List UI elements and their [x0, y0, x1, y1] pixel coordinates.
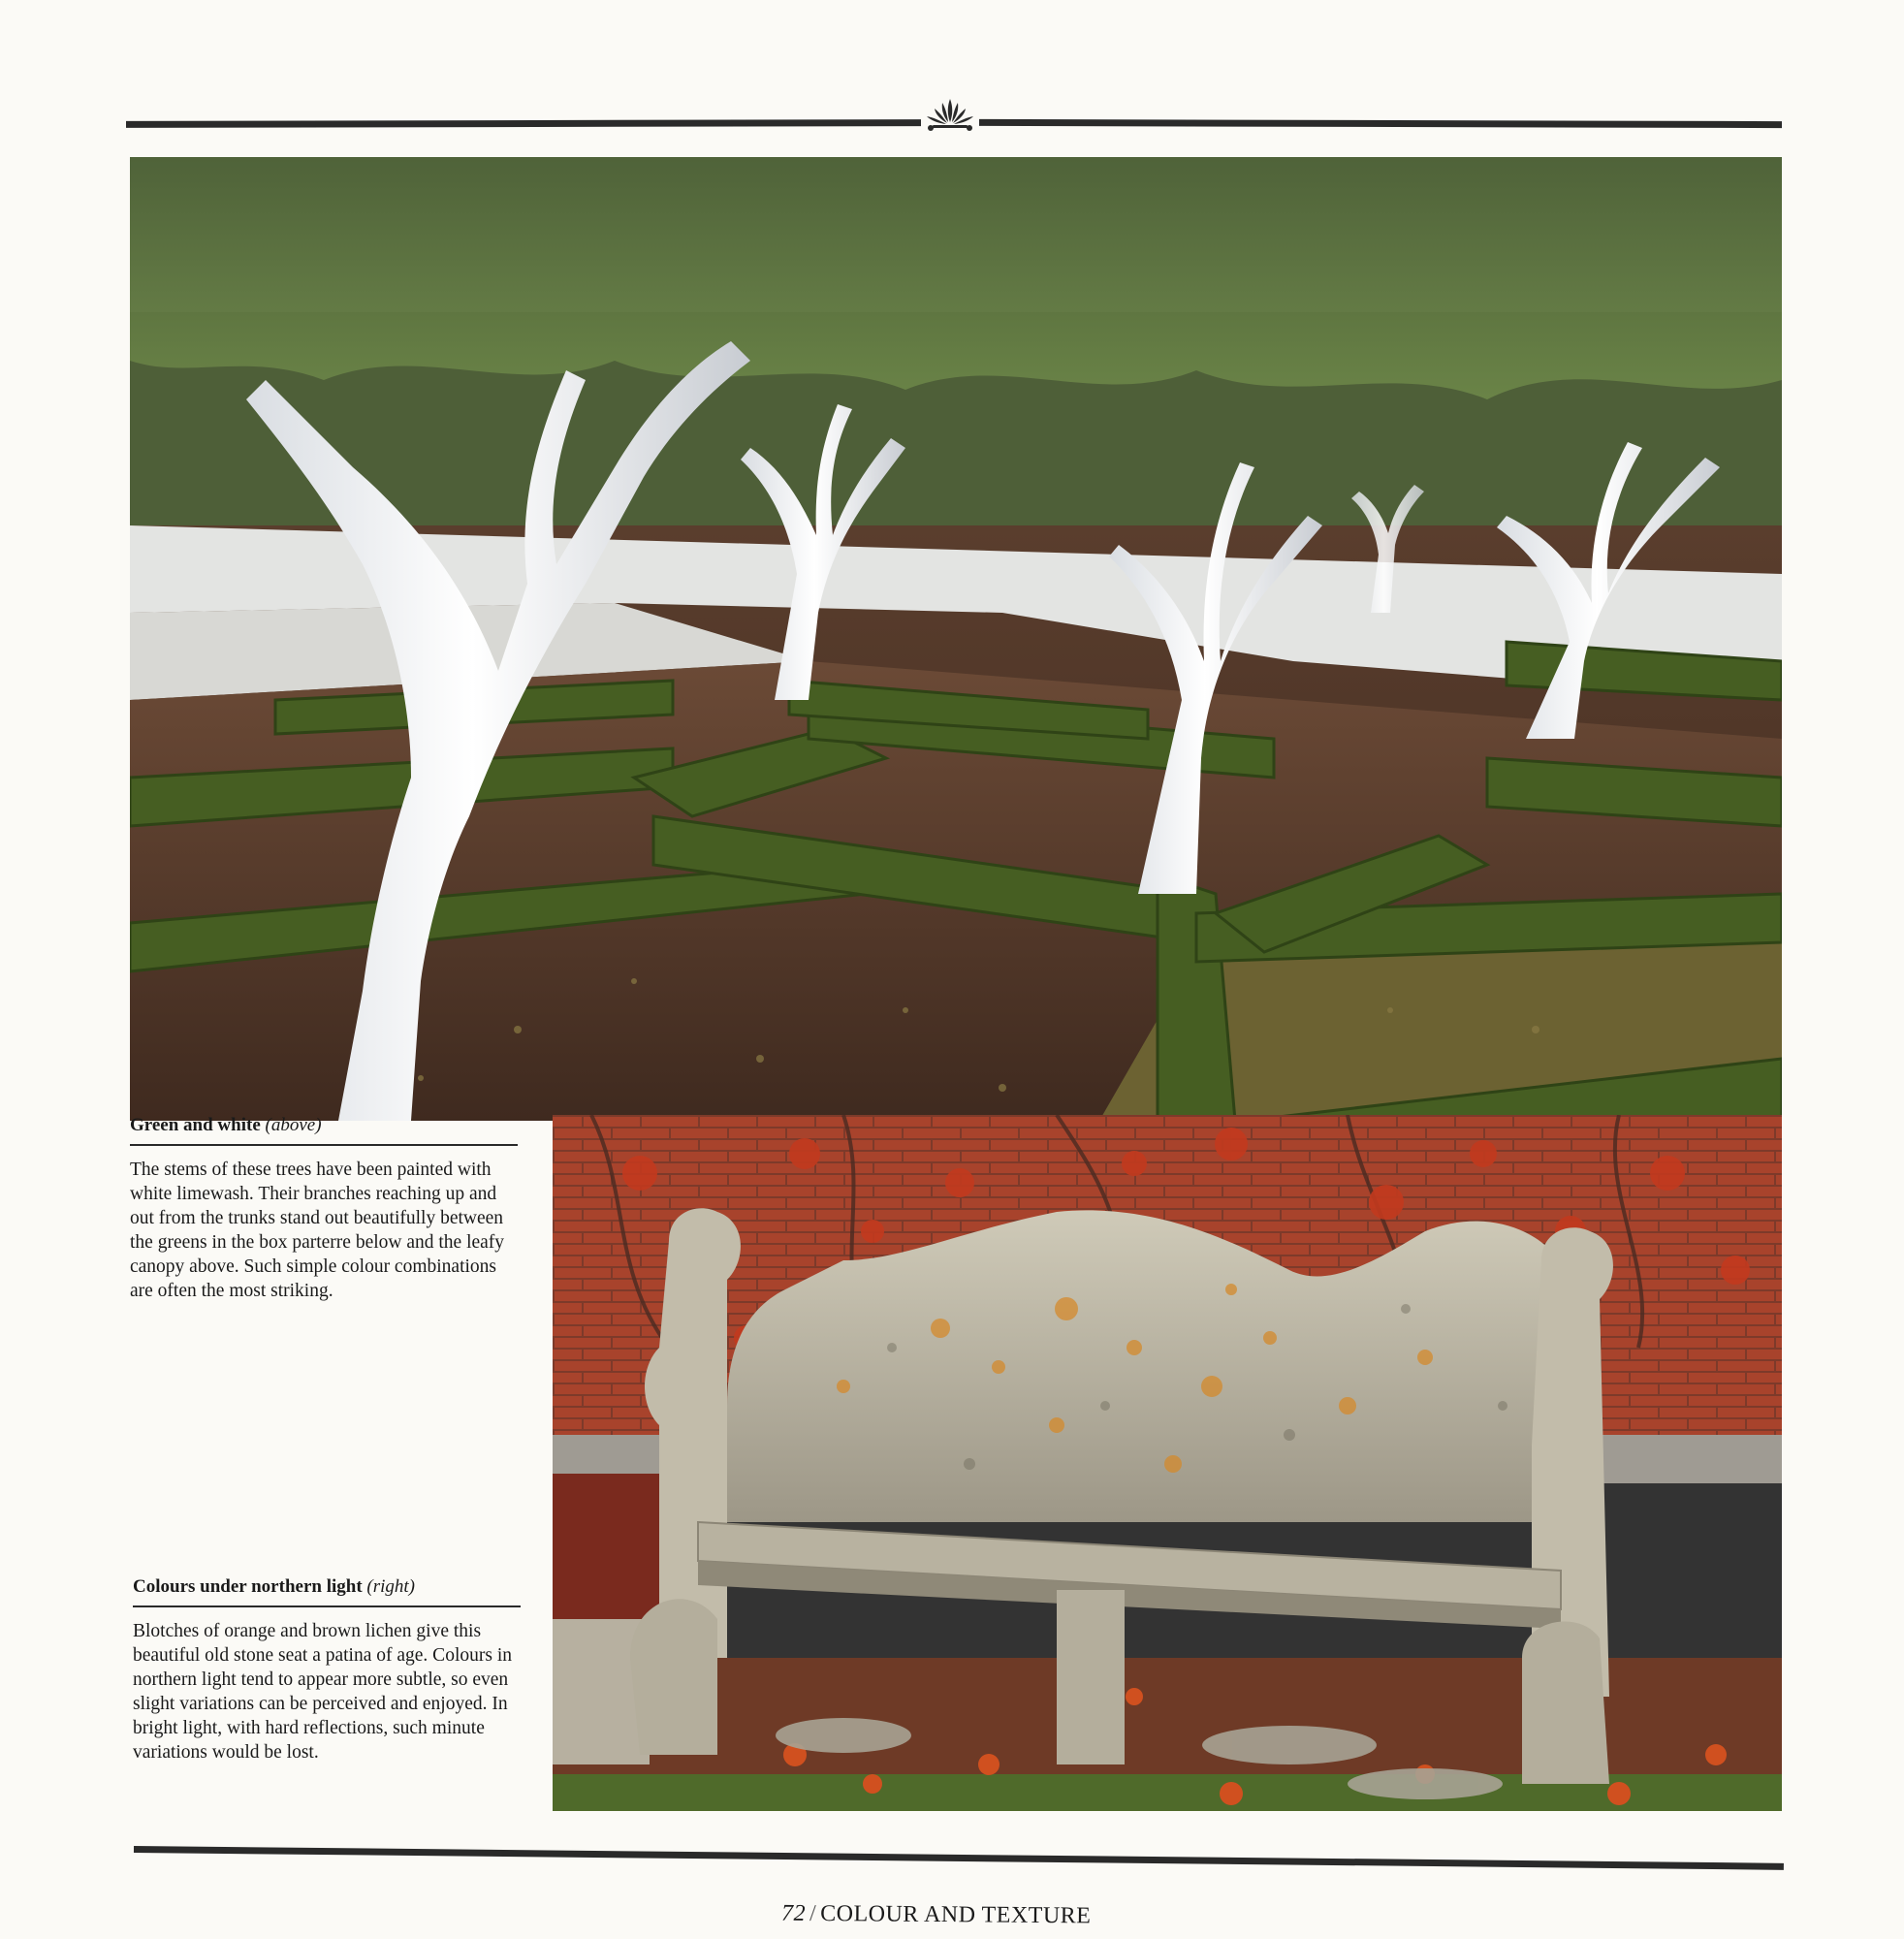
page-footer — [781, 1901, 1092, 1930]
photo-stone-bench — [553, 1115, 1782, 1811]
photo-white-trees-parterre — [130, 157, 1782, 1121]
bottom-rule — [134, 1846, 1784, 1870]
caption-direction: (right) — [366, 1576, 416, 1597]
caption-title — [130, 1115, 518, 1146]
caption-title-text: Colours under northern light — [133, 1576, 363, 1597]
page-number: 72 — [780, 1900, 807, 1926]
section-title: COLOUR AND TEXTURE — [820, 1900, 1092, 1929]
caption-direction: (above) — [265, 1115, 322, 1135]
palmette-ornament-icon — [923, 95, 977, 134]
top-rule — [126, 116, 1782, 132]
top-rule-line-left — [126, 119, 921, 128]
caption-green-and-white — [130, 1115, 518, 1303]
caption-title-text: Green and white — [130, 1115, 261, 1135]
caption-body: The stems of these trees have been painted with white limewash. Their branches reaching up and out from the trunks stand out beautifully between the greens in the box parterre below and the leafy canopy above. Such simple colour combinations are often the most striking. — [130, 1160, 505, 1301]
caption-body: Blotches of orange and brown lichen give this beautiful old stone seat a patina of age. Colours in northern light tend to appear more subtle, so even slight variations can be perceived and enjoyed. In bright light, with hard reflections, such minute variations would be lost. — [133, 1621, 512, 1763]
top-rule-line-right — [979, 119, 1782, 128]
caption-title — [133, 1576, 521, 1607]
footer-separator: / — [809, 1900, 817, 1926]
caption-colours-northern-light — [133, 1576, 521, 1764]
